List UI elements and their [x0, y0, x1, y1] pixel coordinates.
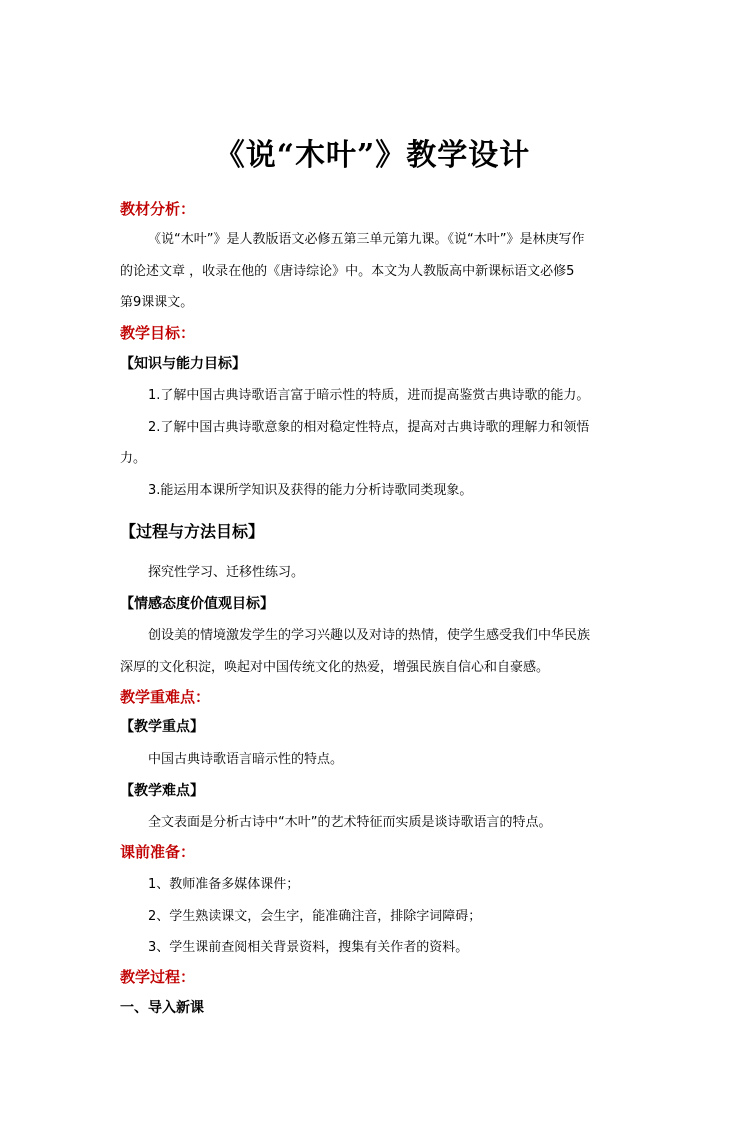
- preparation-line-1: 1、教师准备多媒体课件；: [148, 877, 300, 892]
- subheading-knowledge: 【知识与能力目标】: [120, 356, 246, 372]
- knowledge-line-3: 力。: [120, 451, 147, 466]
- material-line-3: 第9课课文。: [120, 295, 194, 310]
- step-import-new-lesson: 一、导入新课: [120, 1000, 204, 1016]
- emotion-line-2: 深厚的文化积淀，唤起对中国传统文化的热爱，增强民族自信心和自豪感。: [120, 660, 550, 675]
- focus-line-1: 中国古典诗歌语言暗示性的特点。: [148, 752, 344, 767]
- difficulty-line-1: 全文表面是分析古诗中“木叶”的艺术特征而实质是谈诗歌语言的特点。: [148, 815, 552, 830]
- heading-key-points: 教学重难点：: [120, 688, 211, 706]
- heading-material-analysis: 教材分析：: [120, 200, 196, 218]
- material-line-1: 《说“木叶”》是人教版语文必修五第三单元第九课。《说“木叶”》是林庚写作: [148, 232, 585, 247]
- heading-teaching-process: 教学过程：: [120, 968, 196, 986]
- knowledge-line-4: 3.能运用本课所学知识及获得的能力分析诗歌同类现象。: [148, 483, 473, 498]
- heading-preparation: 课前准备：: [120, 843, 196, 861]
- material-line-2: 的论述文章 ，收录在他的《唐诗综论》中。本文为人教版高中新课标语文必修5: [120, 264, 575, 279]
- knowledge-line-1: 1.了解中国古典诗歌语言富于暗示性的特质，进而提高鉴赏古典诗歌的能力。: [148, 388, 590, 403]
- emotion-line-1: 创设美的情境激发学生的学习兴趣以及对诗的热情，使学生感受我们中华民族: [148, 628, 591, 643]
- subheading-process-method: 【过程与方法目标】: [120, 522, 265, 541]
- subheading-focus: 【教学重点】: [120, 719, 204, 735]
- preparation-line-2: 2、学生熟读课文，会生字，能准确注音，排除字词障碍；: [148, 909, 482, 924]
- document-title: 《说“木叶”》教学设计: [214, 138, 531, 173]
- subheading-difficulty: 【教学难点】: [120, 783, 204, 799]
- process-line-1: 探究性学习、迁移性练习。: [148, 565, 305, 580]
- subheading-emotion: 【情感态度价值观目标】: [120, 596, 274, 612]
- preparation-line-3: 3、学生课前查阅相关背景资料，搜集有关作者的资料。: [148, 940, 469, 955]
- heading-teaching-goals: 教学目标：: [120, 324, 196, 342]
- knowledge-line-2: 2.了解中国古典诗歌意象的相对稳定性特点，提高对古典诗歌的理解力和领悟: [148, 420, 590, 435]
